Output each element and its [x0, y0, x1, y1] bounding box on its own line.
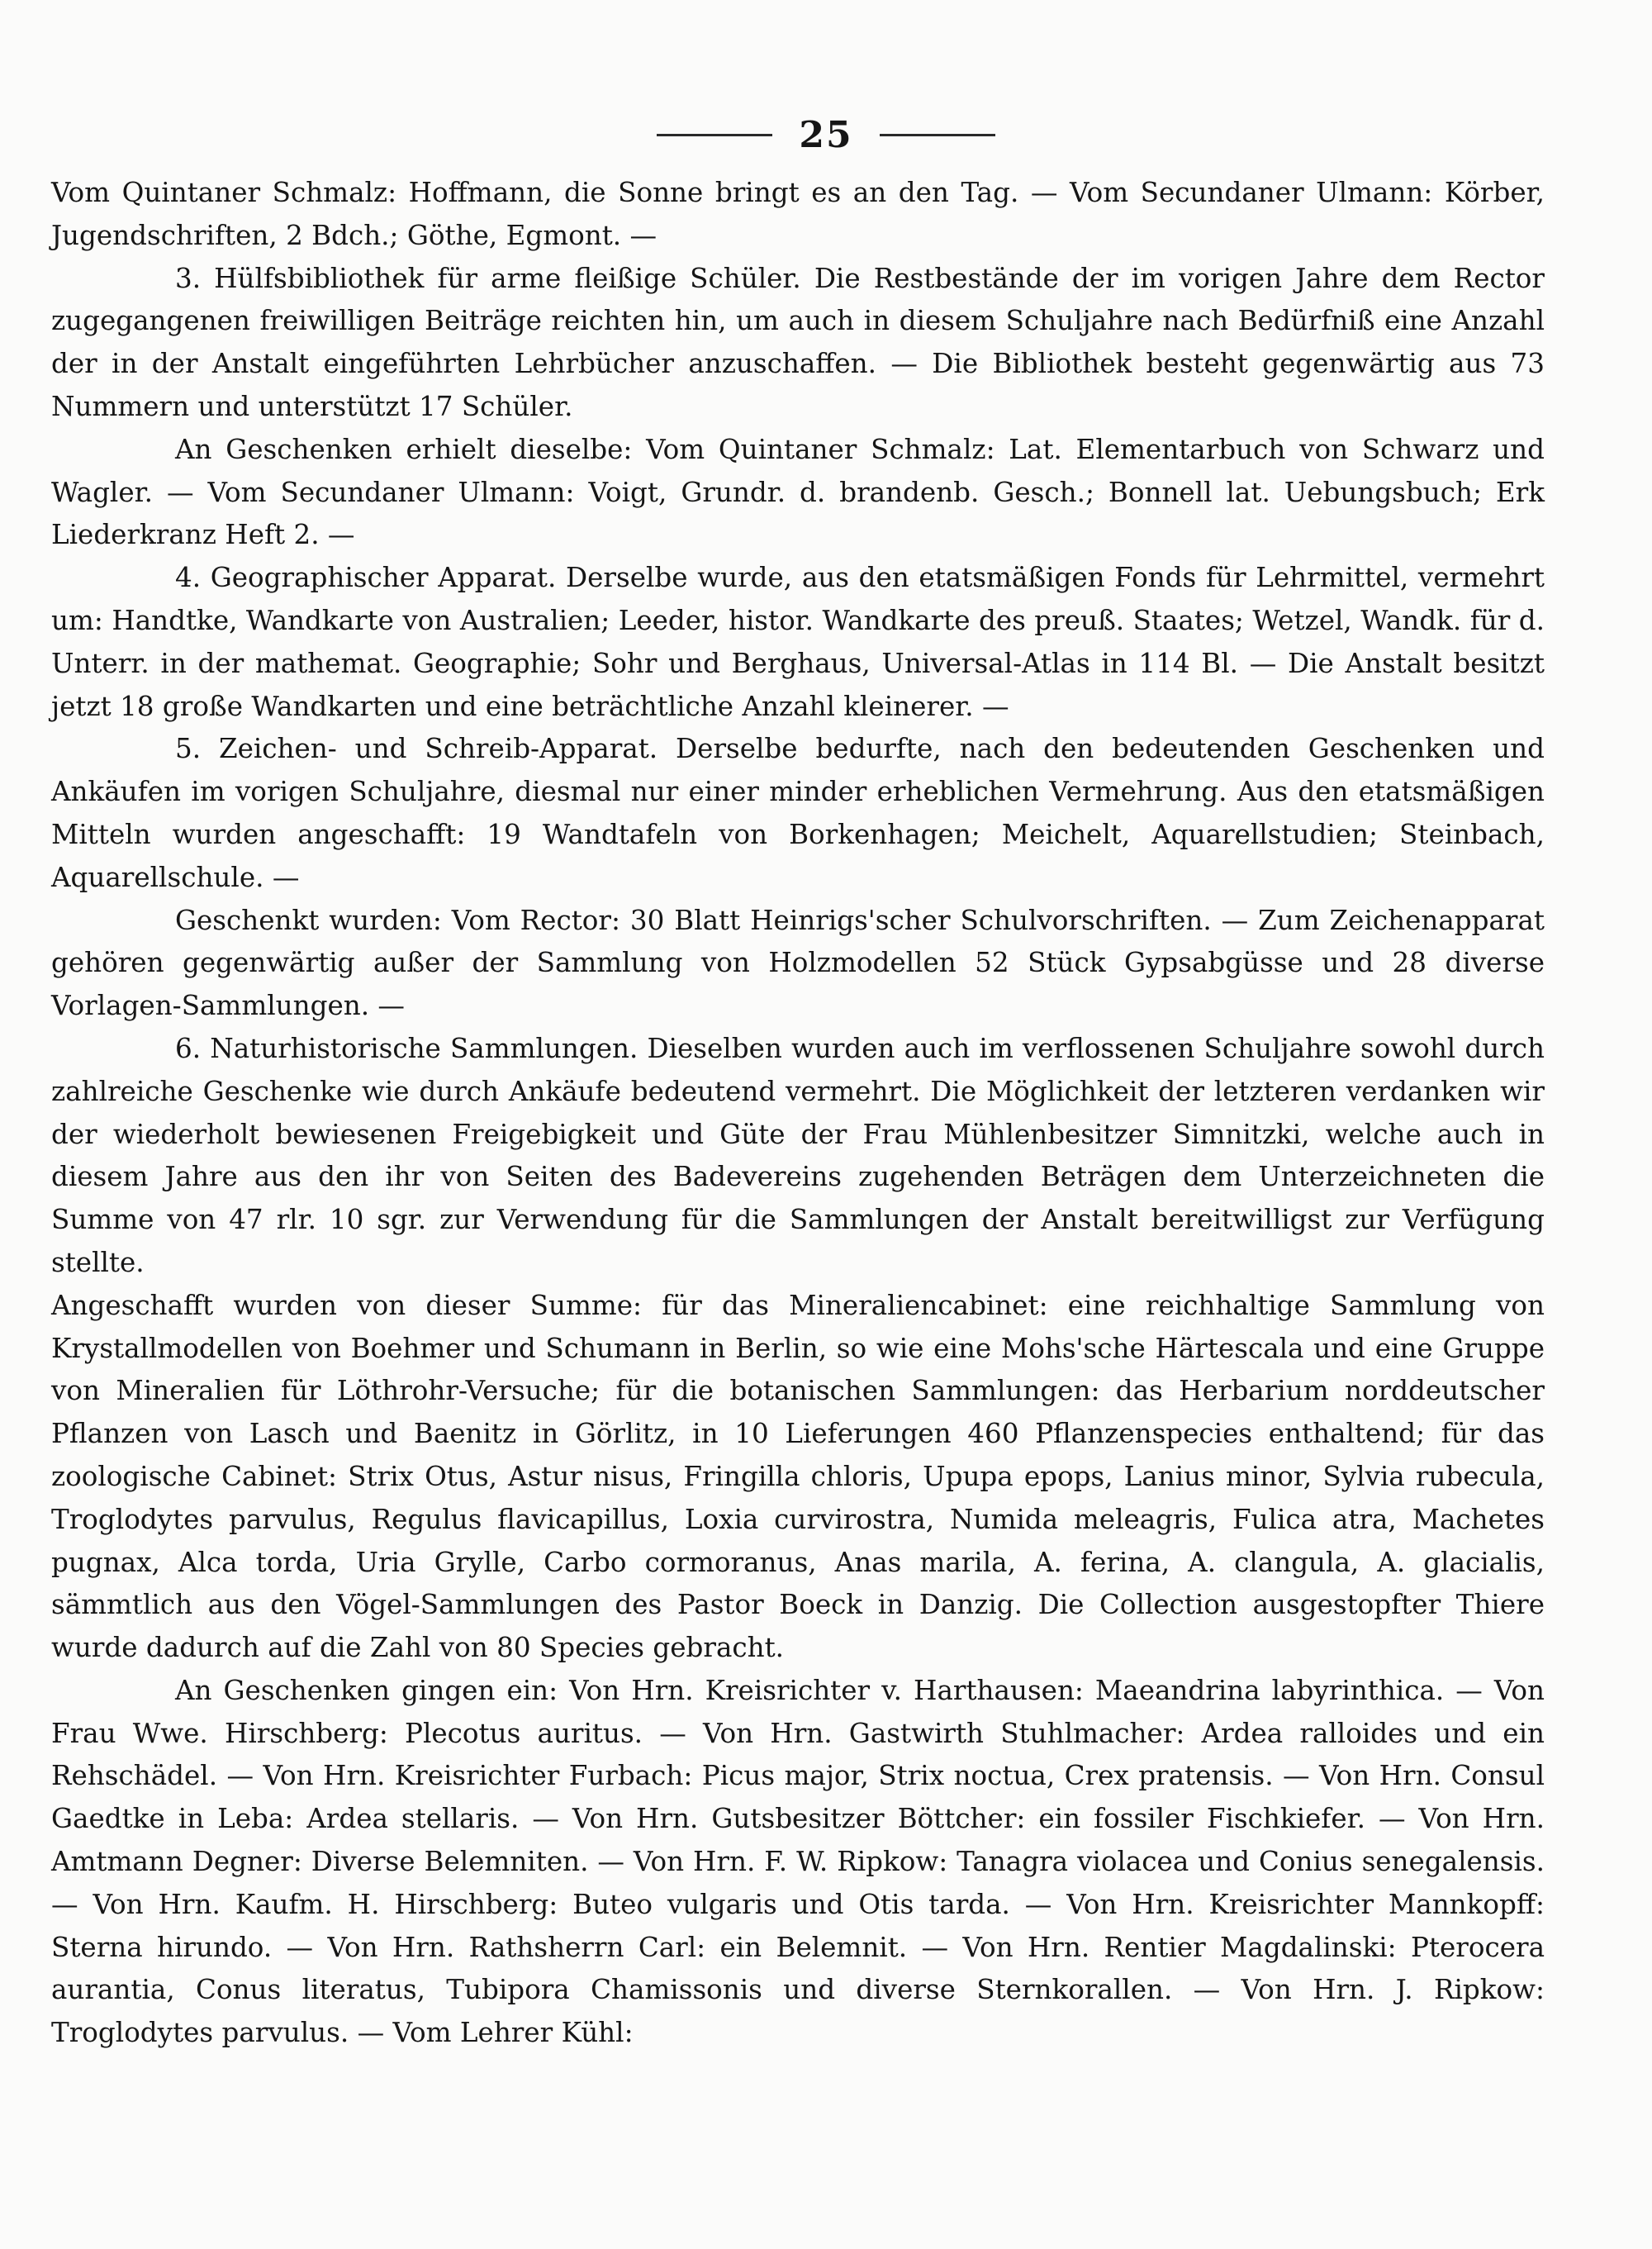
paragraph-naturhistorische-sammlungen: 6. Naturhistorische Sammlungen. Dieselben wurden auch im verflossenen Schuljahre sowohl durch zahlreiche Geschenke wie durch Ankäufe bedeutend vermehrt. Die Möglichkeit der letzteren verdanken wir der wiederholt bewiesenen Freigebigkeit und Güte der Frau Mühlenbesitzer Simnitzki, welche auch in diesem Jahre aus den ihr von Seiten des Badevereins zugehenden Beträgen dem Unterzeichneten die Summe von 47 rlr. 10 sgr. zur Verwendung für die Sammlungen der Anstalt bereitwilligst zur Verfügung stellte. — [51, 1032, 1545, 1278]
paragraph-angeschafft: Angeschafft wurden von dieser Summe: für das Mineraliencabinet: eine reichhaltige Sammlung von Krystallmodellen von Boehmer und Schumann in Berlin, so wie eine Mohs'sche Härtescala und eine Gruppe von Mineralien für Löthrohr-Versuche; für die botanischen Sammlungen: das Herbarium norddeutscher Pflanzen von Lasch und Baenitz in Görlitz, in 10 Lieferungen 460 Pflanzenspecies enthaltend; für das zoologische Cabinet: Strix Otus, Astur nisus, Fringilla chloris, Upupa epops, Lanius minor, Sylvia rubecula, Troglodytes parvulus, Regulus flavicapillus, Loxia curvirostra, Numida meleagris, Fulica atra, Machetes pugnax, Alca torda, Uria Grylle, Carbo cormoranus, Anas marila, A. ferina, A. clangula, A. glacialis, sämmtlich aus den Vögel-Sammlungen des Pastor Boeck in Danzig. Die Collection ausgestopfter Thiere wurde dadurch auf die Zahl von 80 Species gebracht. — [51, 1289, 1545, 1664]
header-rule-right — [880, 134, 995, 136]
page-header — [107, 97, 1545, 172]
body-text — [51, 172, 1545, 2055]
paragraph-gifts-quintaner: Vom Quintaner Schmalz: Hoffmann, die Sonne bringt es an den Tag. — Vom Secundaner Ulmann: Körber, Jugendschriften, 2 Bdch.; Göthe, Egmont. — — [51, 177, 1545, 251]
paragraph-zeichen-gifts: Geschenkt wurden: Vom Rector: 30 Blatt Heinrigs'scher Schulvorschriften. — Zum Zeichenapparat gehören gegenwärtig außer der Sammlung von Holzmodellen 52 Stück Gypsabgüsse und 28 diverse Vorlagen-Sammlungen. — — [51, 904, 1545, 1022]
paragraph-geographischer-apparat: 4. Geographischer Apparat. Derselbe wurde, aus den etatsmäßigen Fonds für Lehrmittel, vermehrt um: Handtke, Wandkarte von Australien; Leeder, histor. Wandkarte des preuß. Staates; Wetzel, Wandk. für d. Unterr. in der mathemat. Geographie; Sohr und Berghaus, Universal-Atlas in 114 Bl. — Die Anstalt besitzt jetzt 18 große Wandkarten und eine beträchtliche Anzahl kleinerer. — — [51, 562, 1545, 722]
paragraph-hilfsbibliothek: 3. Hülfsbibliothek für arme fleißige Schüler. Die Restbestände der im vorigen Jahre dem Rector zugegangenen freiwilligen Beiträge reichten hin, um auch in diesem Schuljahre nach Bedürfniß eine Anzahl der in der Anstalt eingeführten Lehrbücher anzuschaffen. — Die Bibliothek besteht gegenwärtig aus 73 Nummern und unterstützt 17 Schüler. — [51, 262, 1545, 422]
paragraph-zeichen-apparat: 5. Zeichen- und Schreib-Apparat. Derselbe bedurfte, nach den bedeutenden Geschenken und Ankäufen im vorigen Schuljahre, diesmal nur einer minder erheblichen Vermehrung. Aus den etatsmäßigen Mitteln wurden angeschafft: 19 Wandtafeln von Borkenhagen; Meichelt, Aquarellstudien; Steinbach, Aquarellschule. — — [51, 733, 1545, 893]
page-number: 25 — [799, 113, 853, 156]
paragraph-hilfsbibliothek-gifts: An Geschenken erhielt dieselbe: Vom Quintaner Schmalz: Lat. Elementarbuch von Schwarz und Wagler. — Vom Secundaner Ulmann: Voigt, Grundr. d. brandenb. Gesch.; Bonnell lat. Uebungsbuch; Erk Liederkranz Heft 2. — — [51, 433, 1545, 551]
paragraph-geschenke: An Geschenken gingen ein: Von Hrn. Kreisrichter v. Harthausen: Maeandrina labyrinthica. — Von Frau Wwe. Hirschberg: Plecotus auritus. — Von Hrn. Gastwirth Stuhlmacher: Ardea ralloides und ein Rehschädel. — Von Hrn. Kreisrichter Furbach: Picus major, Strix noctua, Crex pratensis. — Von Hrn. Consul Gaedtke in Leba: Ardea stellaris. — Von Hrn. Gutsbesitzer Böttcher: ein fossiler Fischkiefer. — Von Hrn. Amtmann Degner: Diverse Belemniten. — Von Hrn. F. W. Ripkow: Tanagra violacea und Conius senegalensis. — Von Hrn. Kaufm. H. Hirschberg: Buteo vulgaris und Otis tarda. — Von Hrn. Kreisrichter Mannkopff: Sterna hirundo. — Von Hrn. Rathsherrn Carl: ein Belemnit. — Von Hrn. Rentier Magdalinski: Pterocera aurantia, Conus literatus, Tubipora Chamissonis und diverse Sternkorallen. — Von Hrn. J. Ripkow: Troglodytes parvulus. — Vom Lehrer Kühl: — [51, 1674, 1545, 2049]
header-rule-left — [657, 134, 772, 136]
